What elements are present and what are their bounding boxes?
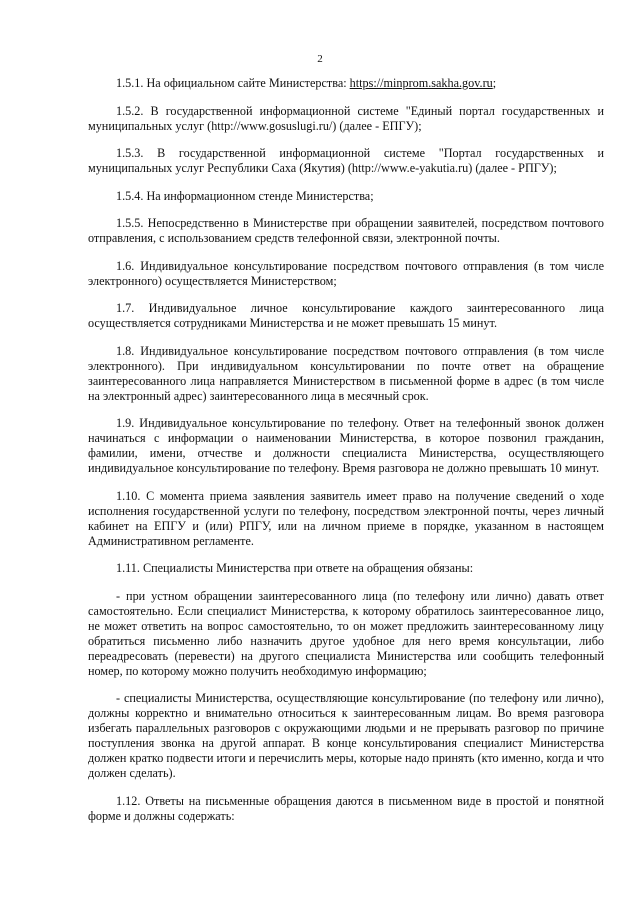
paragraph-1-8: 1.8. Индивидуальное консультирование посредством почтового отправления (в том числе электронного). При индивидуальном консультировании по почте ответ на обращение заинтересованного лица направляется Министерством в письменной форме в адрес (в том числе на электронный адрес) заинтересованного лица в месячный срок. [88,343,604,403]
paragraph-1-5-1-tail: ; [492,76,497,90]
paragraph-1-7: 1.7. Индивидуальное личное консультирование каждого заинтересованного лица осуществляется сотрудниками Министерства и не может превышать 15 минут. [88,301,604,330]
paragraph-1-5-1 [88,76,604,91]
document-body [88,76,604,836]
minprom-link[interactable]: https://minprom.sakha.gov.ru [349,76,493,90]
paragraph-1-11-item-b: - специалисты Министерства, осуществляющие консультирование (по телефону или лично), должны корректно и внимательно относиться к заинтересованным лицам. Во время разговора избегать параллельных разговоров с окружающими людьми и не прерывать разговор по причине поступления звонка на другой аппарат. В конце консультирования специалист Министерства должен кратко подвести итоги и перечислить меры, которые надо принять (кто именно, когда и что должен сделать). [88,691,604,780]
paragraph-1-11: 1.11. Специалисты Министерства при ответе на обращения обязаны: [116,561,474,575]
page-number: 2 [317,53,323,65]
paragraph-1-11-item-a: - при устном обращении заинтересованного лица (по телефону или лично) давать ответ самостоятельно. Если специалист Министерства, к которому обратилось заинтересованное лицо, не может ответить на вопрос самостоятельно, то он может предложить заинтересованному лицу обратиться письменно либо назначить другое удобное для него время консультации, либо переадресовать (перевести) на другого специалиста Министерства или сообщить телефонный номер, по которому можно получить необходимую информацию; [88,588,604,678]
paragraph-1-10: 1.10. С момента приема заявления заявитель имеет право на получение сведений о ходе исполнения государственной услуги по телефону, посредством электронной почты, через личный кабинет на ЕПГУ и (или) РПГУ, или на личном приеме в порядке, указанном в настоящем Административном регламенте. [88,488,604,548]
paragraph-1-6: 1.6. Индивидуальное консультирование посредством почтового отправления (в том числе электронного) осуществляется Министерством; [88,258,604,288]
paragraph-1-9: 1.9. Индивидуальное консультирование по телефону. Ответ на телефонный звонок должен начинаться с информации о наименовании Министерства, в которое позвонил гражданин, фамилии, имени, отчестве и должности специалиста Министерства, осуществляющего индивидуальное консультирование по телефону. Время разговора не должно превышать 10 минут. [88,416,604,475]
paragraph-1-12: 1.12. Ответы на письменные обращения даются в письменном виде в простой и понятной форме и должны содержать: [88,793,604,823]
paragraph-1-5-3: 1.5.3. В государственной информационной системе "Портал государственных и муниципальных услуг Республики Саха (Якутия) (http://www.e-yakutia.ru) (далее - РПГУ); [88,146,604,175]
paragraph-1-5-1-text: 1.5.1. На официальном сайте Министерства: [116,76,350,90]
paragraph-1-5-2: 1.5.2. В государственной информационной системе "Единый портал государственных и муниципальных услуг (http://www.gosuslugi.ru/) (далее - ЕПГУ); [88,103,604,133]
paragraph-1-5-5: 1.5.5. Непосредственно в Министерстве при обращении заявителей, посредством почтового отправления, с использованием средств телефонной связи, электронной почты. [88,216,604,245]
paragraph-1-5-4: 1.5.4. На информационном стенде Министерства; [116,188,374,203]
